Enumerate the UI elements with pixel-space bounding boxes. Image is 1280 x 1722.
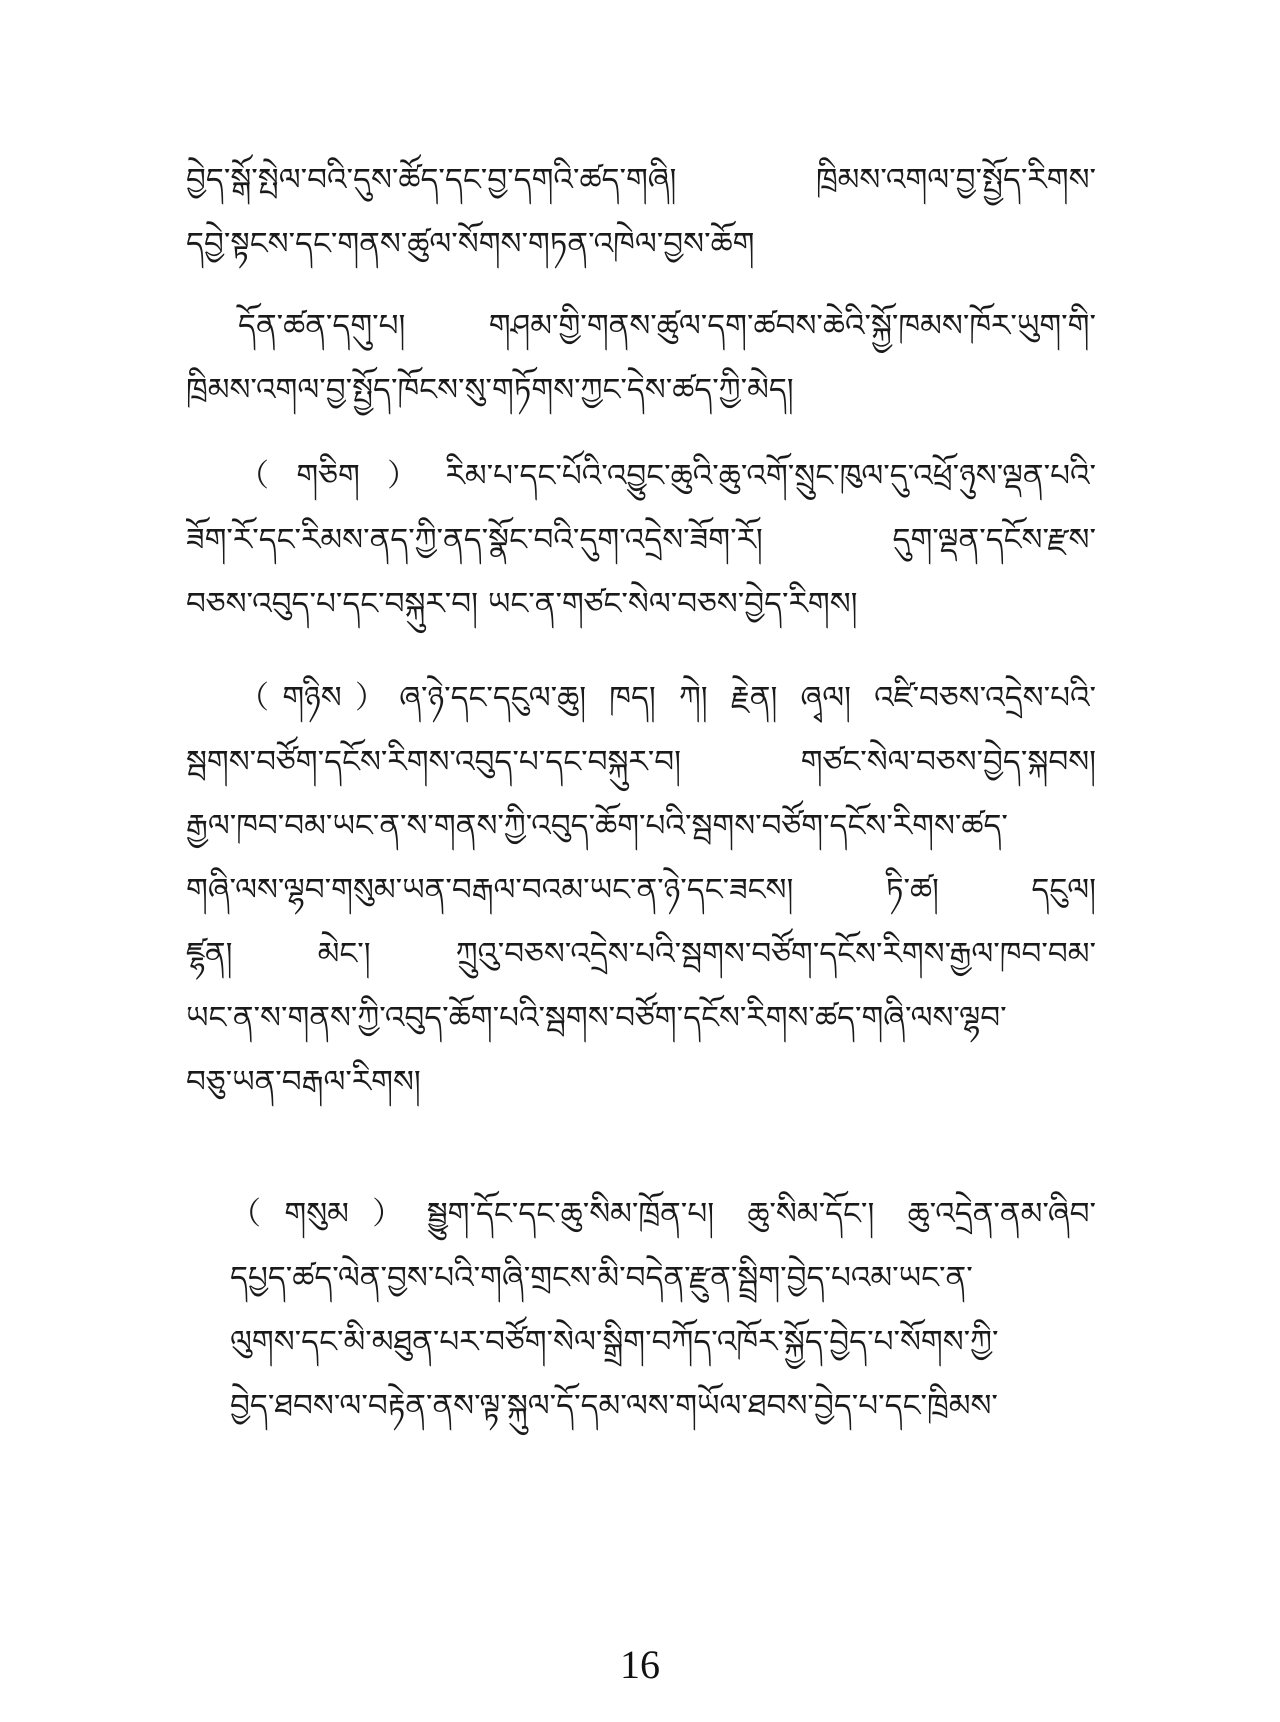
text-line: བཅས་འབུད་པ་དང་བསྐུར་བ། ཡང་ན་གཙང་སེལ་བཅས་བྱེད་རིགས། xyxy=(186,586,858,622)
paragraph-2 xyxy=(186,294,1096,422)
text-line: དབྱེ་སྟངས་དང་གནས་ཚུལ་སོགས་གཏན་འཁེལ་བྱས་ཆོག xyxy=(186,226,755,262)
text-line: གཞི་ལས་ལྷབ་གསུམ་ཡན་བརྒལ་བའམ་ཡང་ན་ཉེ་དང་ཟངས། ཏི་ཚ། དངུལ། xyxy=(186,872,1096,908)
text-line: （གཉིས）ཞ་ཉེ་དང་དངུལ་ཆུ། ཁད། ཀེ། རྗེན། ཞྭལ། འཛི་བཅས་འདྲེས་པའི་ xyxy=(238,680,1096,716)
paragraph-3 xyxy=(186,444,1096,636)
paragraph-5 xyxy=(230,1182,1096,1438)
text-line: ཛྷན། མེང་། ཀྲུའུ་བཅས་འདྲེས་པའི་སྦགས་བཙོག་དངོས་རིགས་རྒྱལ་ཁབ་བམ་ xyxy=(186,936,1096,972)
text-line: བྱེད་སྒོ་སྤེལ་བའི་དུས་ཚོད་དང་བྱ་དགའི་ཚད་གཞི། ཁྲིམས་འགལ་བྱ་སྤྱོད་རིགས་ xyxy=(186,162,1096,198)
text-line: ཁྲིམས་འགལ་བྱ་སྤྱོད་ཁོངས་སུ་གཏོགས་ཀྱང་དེས་ཚད་ཀྱི་མེད། xyxy=(186,372,794,408)
text-line: ཟོག་རོ་དང་རིམས་ནད་ཀྱི་ནད་སྣོང་བའི་དུག་འདྲེས་ཟོག་རོ། དུག་ལྡན་དངོས་རྫས་ xyxy=(186,522,1096,558)
text-line: སྦགས་བཙོག་དངོས་རིགས་འབུད་པ་དང་བསྐུར་བ། གཙང་སེལ་བཅས་བྱེད་སྐབས། xyxy=(186,744,1096,780)
text-line: རྒྱལ་ཁབ་བམ་ཡང་ན་ས་གནས་ཀྱི་འབུད་ཆོག་པའི་སྦགས་བཙོག་དངོས་རིགས་ཚད་ xyxy=(186,808,1008,844)
text-line: བྱེད་ཐབས་ལ་བརྟེན་ནས་ལྟ་སྐུལ་དོ་དམ་ལས་གཡོལ་ཐབས་བྱེད་པ་དང་ཁྲིམས་ xyxy=(230,1388,998,1424)
text-line: བཅུ་ཡན་བརྒལ་རིགས། xyxy=(186,1064,421,1100)
text-line: （གསུམ）སྦྱུག་དོང་དང་ཆུ་སིམ་ཁྲོན་པ། ཆུ་སིམ་དོང་། ཆུ་འདྲེན་ནམ་ཞིབ་ xyxy=(230,1196,1096,1232)
text-line: དཔྱད་ཚད་ལེན་བྱས་པའི་གཞི་གྲངས་མི་བདེན་རྫུན་སྦྲིག་བྱེད་པའམ་ཡང་ན་ xyxy=(230,1260,973,1296)
page-number: 16 xyxy=(620,1642,660,1687)
text-line: ཡང་ན་ས་གནས་ཀྱི་འབུད་ཆོག་པའི་སྦགས་བཙོག་དངོས་རིགས་ཚད་གཞི་ལས་ལྷབ་ xyxy=(186,1000,1007,1036)
text-line: དོན་ཚན་དགུ་པ། གཤམ་གྱི་གནས་ཚུལ་དག་ཚབས་ཆེའི་སྐྱོ་ཁམས་ཁོར་ཡུག་གི་ xyxy=(238,308,1096,344)
text-line: ལུགས་དང་མི་མཐུན་པར་བཙོག་སེལ་སྒྲིག་བཀོད་འཁོར་སྐྱོད་བྱེད་པ་སོགས་ཀྱི་ xyxy=(230,1324,999,1360)
paragraph-1 xyxy=(186,148,1096,276)
paragraph-4 xyxy=(186,666,1096,1114)
text-line: （གཅིག）རིམ་པ་དང་པོའི་འབྱུང་ཆུའི་ཆུ་འགོ་སྲུང་ཁུལ་དུ་འཕྲོ་ཉུས་ལྡན་པའི་ xyxy=(238,458,1096,494)
